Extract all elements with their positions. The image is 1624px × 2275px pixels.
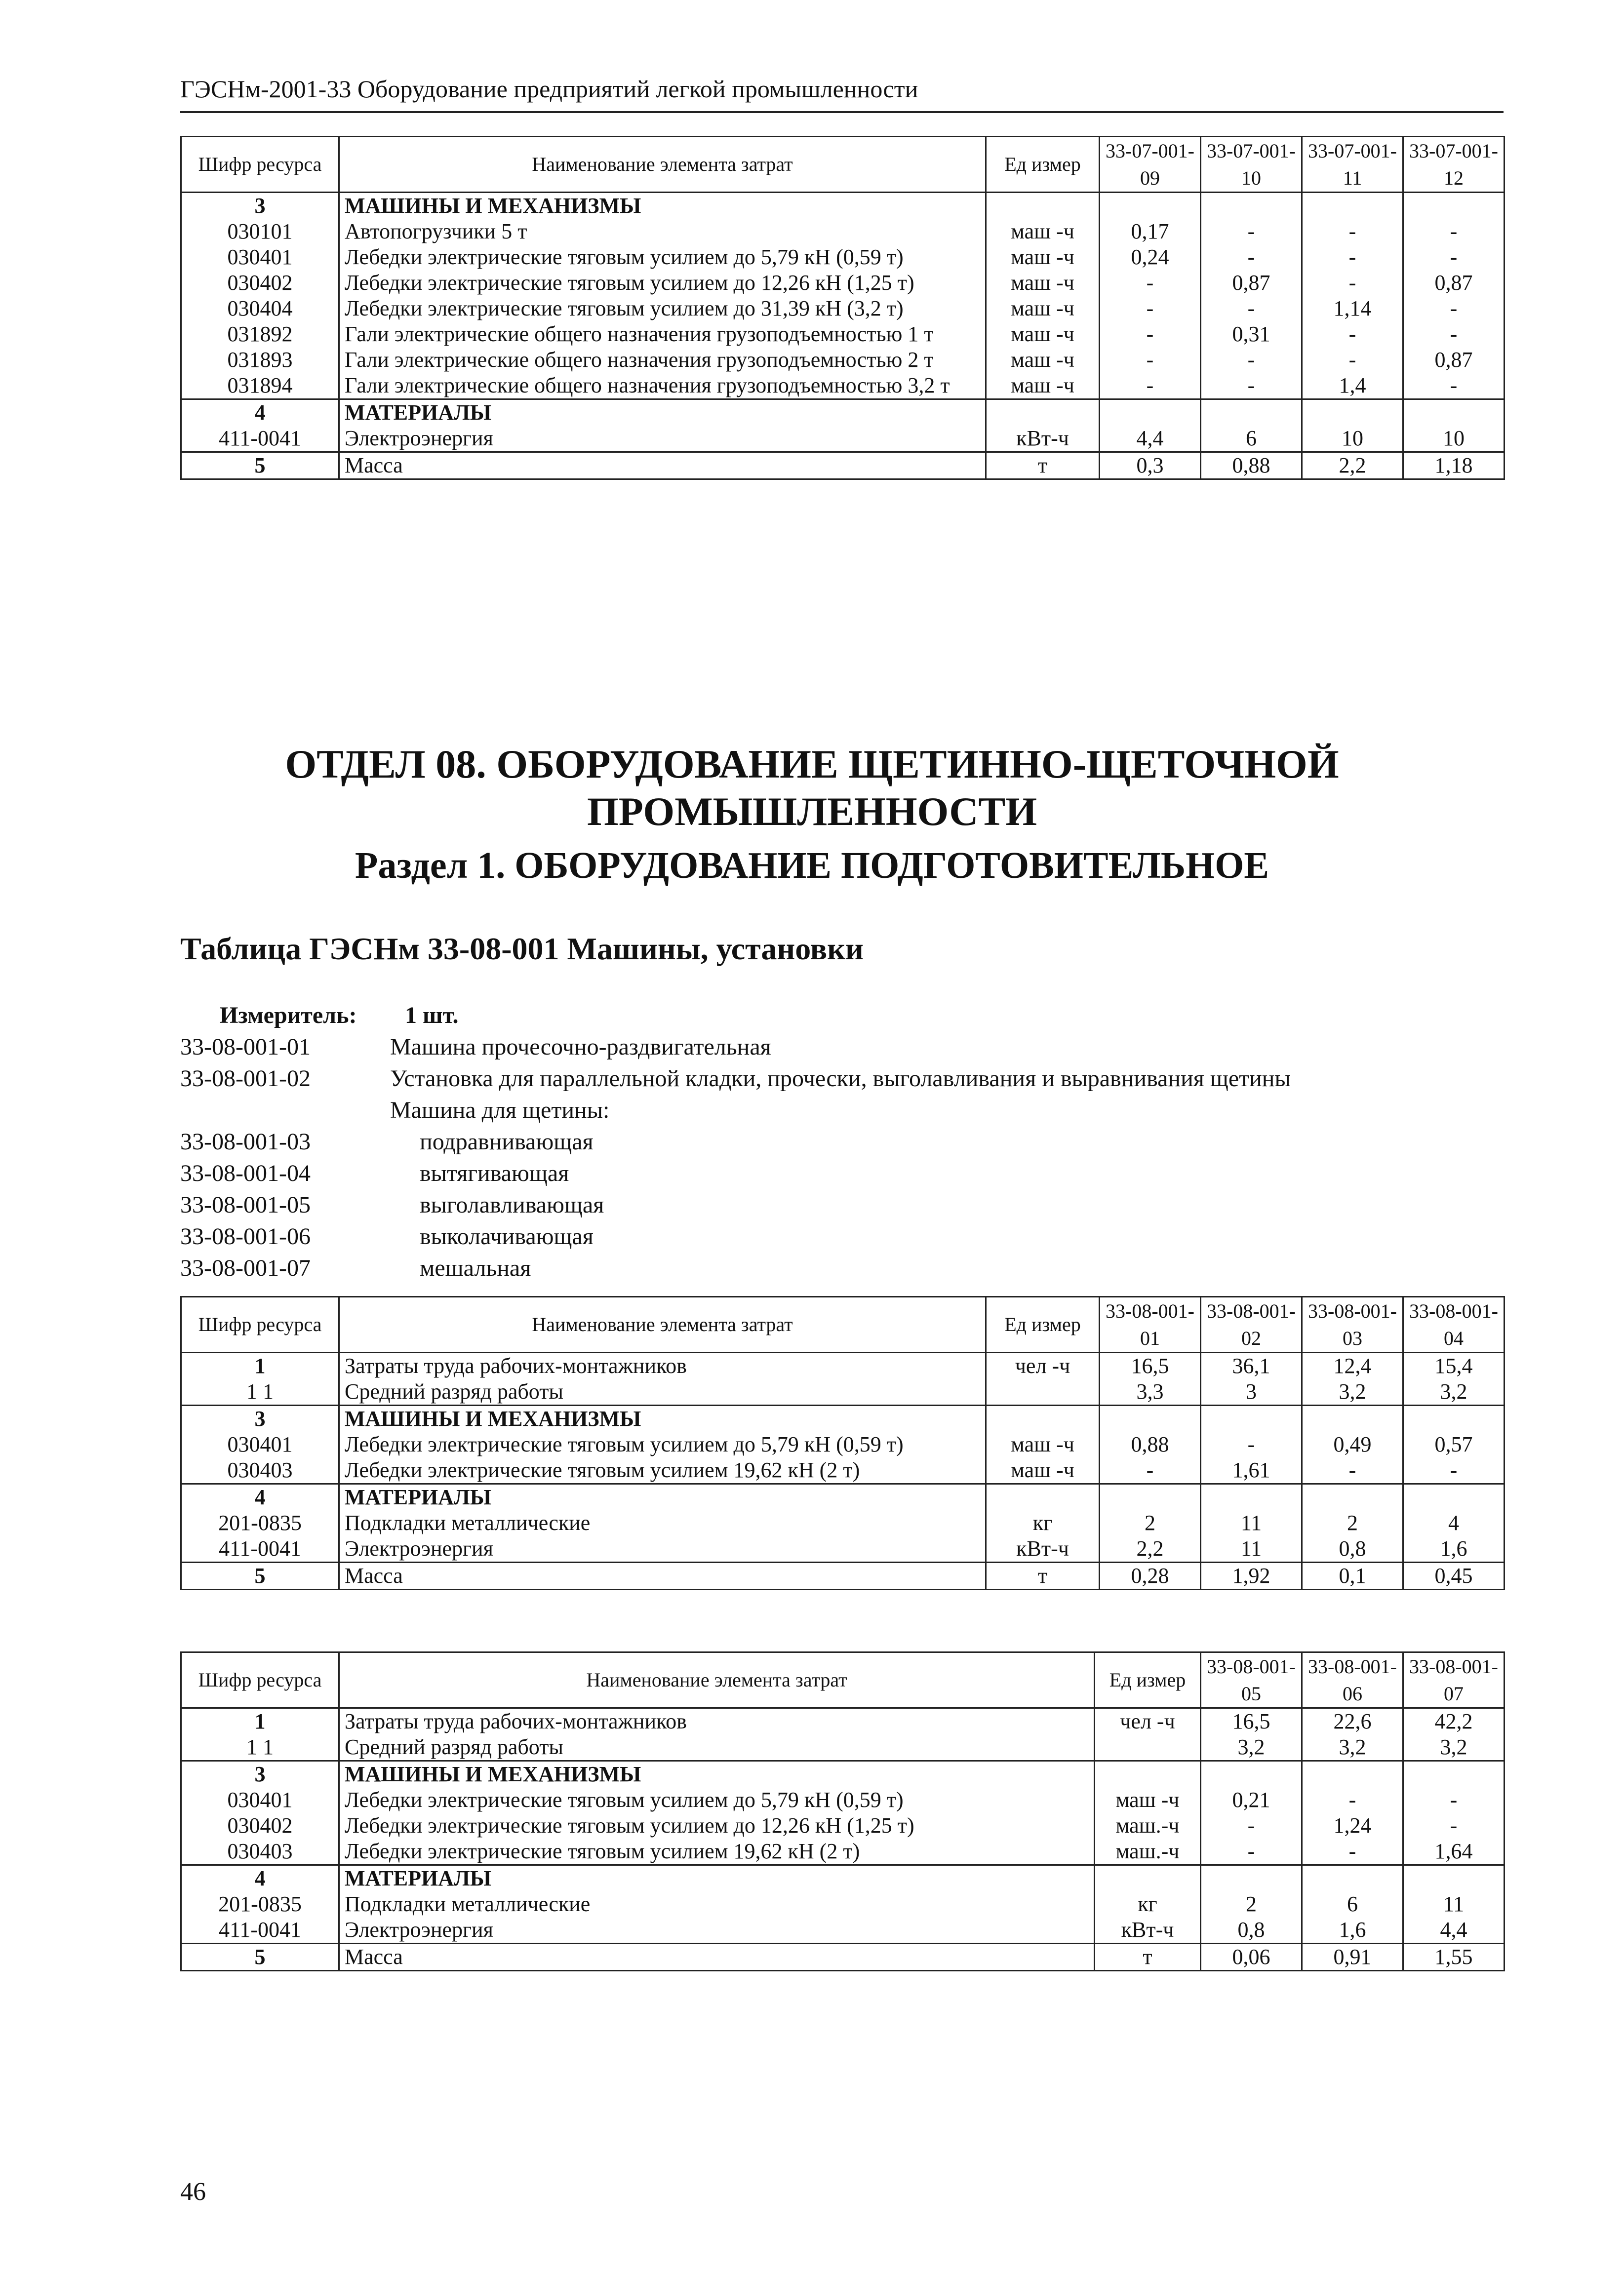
table-row [181,1761,1505,1788]
cell-value [1100,399,1201,426]
cell-name: Подкладки металлические [339,1891,1095,1917]
item-text: подравнивающая [420,1129,594,1155]
cell-value [1302,399,1403,426]
table-row [181,426,1505,452]
cell-value: 0,17 [1100,219,1201,244]
cell-unit: маш -ч [986,296,1100,321]
cell-value [1403,193,1505,219]
cell-unit: т [986,452,1100,479]
item-text: мешальная [420,1255,531,1281]
cell-value: 1,6 [1403,1536,1505,1563]
cell-value: - [1100,347,1201,373]
list-item [0,1189,1624,1221]
cell-value [1100,1484,1201,1511]
cell-value: 12,4 [1302,1353,1403,1379]
cell-unit: маш -ч [986,219,1100,244]
header-rule [180,111,1504,113]
cell-value: - [1201,1839,1302,1865]
cell-unit: кВт-ч [986,426,1100,452]
cell-name: Автопогрузчики 5 т [339,219,986,244]
header-unit: Ед измер [986,137,1100,193]
section-title [0,741,1624,835]
item-code: 33-08-001-04 [180,1160,311,1186]
cell-name: Затраты труда рабочих-монтажников [339,1708,1095,1735]
cell-value: 36,1 [1201,1353,1302,1379]
cell-value: - [1100,296,1201,321]
cell-name: МАШИНЫ И МЕХАНИЗМЫ [339,1761,1095,1788]
header-col: 33-08-001-05 [1201,1652,1302,1708]
header-col: 33-07-001-11 [1302,137,1403,193]
header-code: Шифр ресурса [181,1297,339,1353]
header-col: 33-08-001-03 [1302,1297,1403,1353]
cell-name: Электроэнергия [339,1536,986,1563]
cell-unit [986,399,1100,426]
item-code: 33-08-001-02 [180,1065,311,1092]
cell-value: 22,6 [1302,1708,1403,1735]
header-code: Шифр ресурса [181,137,339,193]
cell-code: 030402 [181,270,339,296]
cell-code: 5 [181,1944,339,1971]
item-code: 33-08-001-05 [180,1192,311,1218]
cell-code: 1 [181,1708,339,1735]
cell-value [1201,1484,1302,1511]
table-row [181,270,1505,296]
cell-name: Лебедки электрические тяговым усилием до 5,79 кН (0,59 т) [339,244,986,270]
cell-value: 11 [1201,1536,1302,1563]
cell-value [1100,1406,1201,1432]
cell-code: 1 [181,1353,339,1379]
cell-value: 11 [1403,1891,1505,1917]
cell-code: 411-0041 [181,1536,339,1563]
cell-name: Лебедки электрические тяговым усилием до 12,26 кН (1,25 т) [339,1813,1095,1839]
table-row [181,219,1505,244]
cell-code: 411-0041 [181,1917,339,1944]
meter-label: Измеритель: [220,1002,357,1028]
cell-unit: кВт-ч [1095,1917,1201,1944]
cell-value: 10 [1302,426,1403,452]
cell-value: 0,91 [1302,1944,1403,1971]
cell-code: 3 [181,193,339,219]
cell-value: - [1201,1813,1302,1839]
header-col: 33-07-001-12 [1403,137,1505,193]
table-row [181,452,1505,479]
cell-value: 3,2 [1302,1734,1403,1761]
table-row [181,1536,1505,1563]
cell-value [1201,399,1302,426]
header-col: 33-07-001-09 [1100,137,1201,193]
cell-code: 030402 [181,1813,339,1839]
cell-value: 0,3 [1100,452,1201,479]
cell-name: Подкладки металлические [339,1510,986,1536]
table-row [181,1510,1505,1536]
cell-value: 1,18 [1403,452,1505,479]
cell-value: 0,8 [1201,1917,1302,1944]
cell-name: МАШИНЫ И МЕХАНИЗМЫ [339,1406,986,1432]
cell-value [1201,1865,1302,1892]
cell-unit: т [986,1563,1100,1590]
cell-code: 031892 [181,321,339,347]
cell-value: - [1100,321,1201,347]
cell-value [1403,1761,1505,1788]
list-item [0,1221,1624,1253]
cell-unit: кг [1095,1891,1201,1917]
cell-value: - [1100,270,1201,296]
cell-unit: маш -ч [986,1432,1100,1457]
cell-value: 16,5 [1100,1353,1201,1379]
item-text: выголавливающая [420,1192,604,1218]
cell-code: 3 [181,1406,339,1432]
cell-value: 4,4 [1100,426,1201,452]
page-number: 46 [180,2178,206,2206]
cell-value: - [1100,1457,1201,1484]
item-code: 33-08-001-03 [180,1129,311,1155]
resource-table-top [180,136,1505,480]
cell-value: 3 [1201,1379,1302,1406]
cell-value: 11 [1201,1510,1302,1536]
cell-code: 1 1 [181,1734,339,1761]
cell-code: 030401 [181,244,339,270]
table-row [181,1353,1505,1379]
cell-value: - [1302,321,1403,347]
cell-value: 2,2 [1302,452,1403,479]
cell-value: 1,14 [1302,296,1403,321]
cell-name: Электроэнергия [339,426,986,452]
table-row [181,1944,1505,1971]
cell-unit: чел -ч [1095,1708,1201,1735]
table-row [181,373,1505,399]
cell-value: 0,06 [1201,1944,1302,1971]
cell-code: 3 [181,1761,339,1788]
cell-value [1100,193,1201,219]
cell-unit: чел -ч [986,1353,1100,1379]
cell-unit [1095,1734,1201,1761]
cell-value: 3,2 [1403,1379,1505,1406]
cell-name: Гали электрические общего назначения грузоподъемностью 2 т [339,347,986,373]
cell-value: 16,5 [1201,1708,1302,1735]
table-row [181,193,1505,219]
cell-code: 201-0835 [181,1891,339,1917]
cell-value: 0,21 [1201,1787,1302,1813]
table-row [181,1813,1505,1839]
table-row [181,296,1505,321]
cell-value: 0,87 [1403,347,1505,373]
cell-unit [986,1484,1100,1511]
item-text: Машина прочесочно-раздвигательная [390,1034,771,1060]
cell-name: Лебедки электрические тяговым усилием до 5,79 кН (0,59 т) [339,1432,986,1457]
meter-unit: 1 шт. [405,1002,459,1028]
cell-value: - [1201,296,1302,321]
cell-code: 030403 [181,1457,339,1484]
cell-value: - [1302,1457,1403,1484]
cell-value [1403,1406,1505,1432]
cell-value [1403,1865,1505,1892]
table-row [181,1891,1505,1917]
cell-value: 0,87 [1201,270,1302,296]
list-item [0,1126,1624,1158]
cell-unit: маш.-ч [1095,1813,1201,1839]
cell-value: - [1403,296,1505,321]
cell-value [1201,193,1302,219]
header-name: Наименование элемента затрат [339,1297,986,1353]
table-header-row [181,1652,1505,1708]
cell-value [1403,1484,1505,1511]
meter-block [0,1000,1624,1296]
cell-code: 5 [181,452,339,479]
cell-value: 0,31 [1201,321,1302,347]
cell-value: 0,87 [1403,270,1505,296]
cell-value: - [1403,1813,1505,1839]
table-row [181,1734,1505,1761]
cell-value [1302,1406,1403,1432]
cell-value: 10 [1403,426,1505,452]
table-row [181,1839,1505,1865]
item-text: вытягивающая [420,1160,569,1186]
cell-value: 0,28 [1100,1563,1201,1590]
cell-unit: кг [986,1510,1100,1536]
cell-unit [1095,1865,1201,1892]
cell-name: Затраты труда рабочих-монтажников [339,1353,986,1379]
table-row [181,1917,1505,1944]
cell-code: 4 [181,399,339,426]
cell-value: - [1403,373,1505,399]
cell-unit: маш -ч [986,321,1100,347]
table-header-row [181,1297,1505,1353]
page-header: ГЭСНм-2001-33 Оборудование предприятий легкой промышленности [180,75,918,103]
header-col: 33-07-001-10 [1201,137,1302,193]
cell-unit: маш -ч [986,244,1100,270]
cell-value: 2 [1100,1510,1201,1536]
cell-name: МАШИНЫ И МЕХАНИЗМЫ [339,193,986,219]
cell-value: 0,45 [1403,1563,1505,1590]
table-row [181,1406,1505,1432]
cell-value: 1,92 [1201,1563,1302,1590]
table-row [181,244,1505,270]
cell-name: МАТЕРИАЛЫ [339,399,986,426]
cell-code: 030403 [181,1839,339,1865]
list-item [0,1158,1624,1189]
cell-unit: т [1095,1944,1201,1971]
cell-code: 1 1 [181,1379,339,1406]
cell-value [1403,399,1505,426]
cell-value: 0,88 [1201,452,1302,479]
cell-value: - [1302,1839,1403,1865]
cell-code: 031894 [181,373,339,399]
cell-name: Гали электрические общего назначения грузоподъемностью 1 т [339,321,986,347]
cell-unit: маш -ч [986,1457,1100,1484]
header-col: 33-08-001-07 [1403,1652,1505,1708]
cell-code: 030401 [181,1787,339,1813]
cell-value: - [1302,1787,1403,1813]
cell-value: - [1100,373,1201,399]
list-item [0,1253,1624,1284]
table-row [181,321,1505,347]
cell-unit [986,193,1100,219]
cell-value: 0,1 [1302,1563,1403,1590]
cell-name: Средний разряд работы [339,1734,1095,1761]
cell-value: 3,2 [1201,1734,1302,1761]
item-code: 33-08-001-01 [180,1034,311,1060]
cell-unit: кВт-ч [986,1536,1100,1563]
cell-code: 030101 [181,219,339,244]
item-text: Установка для параллельной кладки, прочески, выголавливания и выравнивания щетины [390,1065,1291,1092]
item-text: выколачивающая [420,1223,594,1250]
cell-value: 1,64 [1403,1839,1505,1865]
cell-name: Гали электрические общего назначения грузоподъемностью 3,2 т [339,373,986,399]
cell-value: 42,2 [1403,1708,1505,1735]
cell-value: 6 [1302,1891,1403,1917]
header-code: Шифр ресурса [181,1652,339,1708]
table-row [181,1787,1505,1813]
cell-value [1302,193,1403,219]
cell-unit [986,1379,1100,1406]
cell-name: Средний разряд работы [339,1379,986,1406]
cell-value: 4 [1403,1510,1505,1536]
cell-value: - [1403,321,1505,347]
table-row [181,1865,1505,1892]
header-name: Наименование элемента затрат [339,137,986,193]
cell-value: 15,4 [1403,1353,1505,1379]
cell-name: Лебедки электрические тяговым усилием до 12,26 кН (1,25 т) [339,270,986,296]
table-row [181,399,1505,426]
cell-unit: маш -ч [986,373,1100,399]
cell-value: 1,55 [1403,1944,1505,1971]
cell-code: 4 [181,1865,339,1892]
cell-value: - [1201,373,1302,399]
cell-code: 5 [181,1563,339,1590]
header-unit: Ед измер [986,1297,1100,1353]
cell-value: - [1403,1457,1505,1484]
cell-value: 3,3 [1100,1379,1201,1406]
cell-value: 4,4 [1403,1917,1505,1944]
cell-name: Масса [339,1944,1095,1971]
cell-name: Электроэнергия [339,1917,1095,1944]
cell-name: МАТЕРИАЛЫ [339,1484,986,1511]
subsection-title: Раздел 1. ОБОРУДОВАНИЕ ПОДГОТОВИТЕЛЬНОЕ [355,845,1269,886]
table-title: Таблица ГЭСНм 33-08-001 Машины, установки [180,931,864,966]
table-row [181,1563,1505,1590]
header-col: 33-08-001-04 [1403,1297,1505,1353]
cell-name: Масса [339,452,986,479]
list-item [0,1031,1624,1063]
cell-name: МАТЕРИАЛЫ [339,1865,1095,1892]
cell-value: 1,6 [1302,1917,1403,1944]
header-name: Наименование элемента затрат [339,1652,1095,1708]
cell-value: - [1302,270,1403,296]
cell-value: - [1201,347,1302,373]
section-title-line-2: ПРОМЫШЛЕННОСТИ [587,789,1037,834]
cell-value: 1,24 [1302,1813,1403,1839]
cell-value: 0,24 [1100,244,1201,270]
cell-code: 201-0835 [181,1510,339,1536]
header-unit: Ед измер [1095,1652,1201,1708]
cell-value [1302,1761,1403,1788]
table-row [181,347,1505,373]
cell-value: 6 [1201,426,1302,452]
cell-value: - [1302,347,1403,373]
cell-value: 2 [1302,1510,1403,1536]
cell-code: 4 [181,1484,339,1511]
cell-code: 030401 [181,1432,339,1457]
resource-table-bottom [180,1651,1505,1971]
cell-unit [1095,1761,1201,1788]
cell-value [1201,1761,1302,1788]
cell-unit [986,1406,1100,1432]
cell-value: - [1201,219,1302,244]
cell-name: Масса [339,1563,986,1590]
cell-value: 2 [1201,1891,1302,1917]
section-title-line-1: ОТДЕЛ 08. ОБОРУДОВАНИЕ ЩЕТИННО-ЩЕТОЧНОЙ [285,742,1339,786]
item-text: Машина для щетины: [390,1097,610,1123]
cell-value: 1,61 [1201,1457,1302,1484]
cell-value: - [1201,1432,1302,1457]
cell-name: Лебедки электрические тяговым усилием до 31,39 кН (3,2 т) [339,296,986,321]
cell-value: - [1403,244,1505,270]
cell-name: Лебедки электрические тяговым усилием 19,62 кН (2 т) [339,1839,1095,1865]
item-code: 33-08-001-06 [180,1223,311,1250]
cell-name: Лебедки электрические тяговым усилием 19,62 кН (2 т) [339,1457,986,1484]
cell-value: 0,8 [1302,1536,1403,1563]
cell-name: Лебедки электрические тяговым усилием до 5,79 кН (0,59 т) [339,1787,1095,1813]
resource-table-middle [180,1296,1505,1590]
cell-value: 0,57 [1403,1432,1505,1457]
cell-code: 031893 [181,347,339,373]
cell-value: 3,2 [1403,1734,1505,1761]
header-col: 33-08-001-01 [1100,1297,1201,1353]
cell-value: - [1201,244,1302,270]
cell-value: 2,2 [1100,1536,1201,1563]
cell-unit: маш -ч [986,270,1100,296]
table-row [181,1379,1505,1406]
cell-value [1201,1406,1302,1432]
header-col: 33-08-001-02 [1201,1297,1302,1353]
cell-value: 0,88 [1100,1432,1201,1457]
cell-unit: маш -ч [1095,1787,1201,1813]
table-row [181,1708,1505,1735]
cell-value: 3,2 [1302,1379,1403,1406]
cell-code: 030404 [181,296,339,321]
cell-value [1302,1865,1403,1892]
cell-unit: маш.-ч [1095,1839,1201,1865]
list-item [0,1063,1624,1095]
cell-value: - [1302,219,1403,244]
cell-code: 411-0041 [181,426,339,452]
cell-value: 0,49 [1302,1432,1403,1457]
table-row [181,1432,1505,1457]
cell-value [1302,1484,1403,1511]
cell-value: - [1302,244,1403,270]
cell-value: - [1403,219,1505,244]
table-row [181,1457,1505,1484]
cell-value: - [1403,1787,1505,1813]
table-row [181,1484,1505,1511]
list-item [0,1095,1624,1126]
cell-value: 1,4 [1302,373,1403,399]
cell-unit: маш -ч [986,347,1100,373]
item-code: 33-08-001-07 [180,1255,311,1281]
header-col: 33-08-001-06 [1302,1652,1403,1708]
table-header-row [181,137,1505,193]
